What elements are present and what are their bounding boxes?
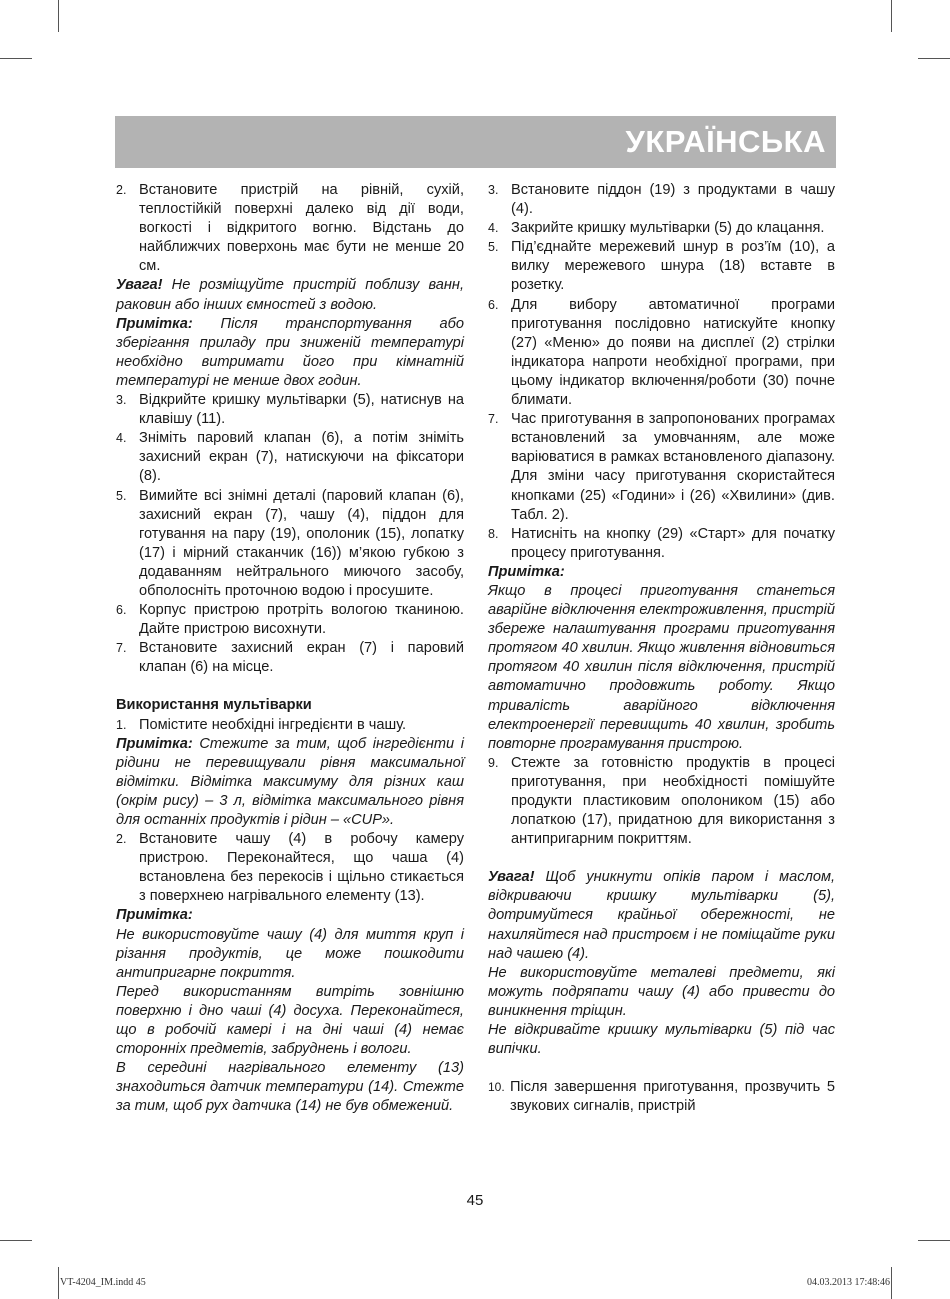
step-7 — [488, 410, 835, 525]
step-7 — [116, 639, 464, 677]
step-number: 9. — [488, 755, 499, 770]
spacer — [116, 677, 464, 696]
step-number: 5. — [116, 488, 127, 503]
language-banner — [115, 116, 836, 168]
step-text: Встановите чашу (4) в робочу камеру пристрою. Переконайтеся, що чаша (4) встановлена без перекосів і щільно стикається з поверхнею нагрівального елементу (13). — [139, 831, 464, 905]
step-number: 3. — [488, 183, 499, 197]
use-step-2 — [116, 830, 464, 906]
note-label: Примітка: — [488, 563, 565, 580]
step-8 — [488, 525, 835, 563]
language-title: УКРАЇНСЬКА — [625, 124, 826, 159]
note-paragraph: Перед використанням витріть зовнішню поверхню і дно чаші (4) досуха. Переконайтеся, що в робочій камері і на дні чаші (4) немає сторонніх предметів, забруднень і вологи. — [116, 983, 464, 1058]
note-paragraph: В середині нагрівального елементу (13) знаходиться датчик температури (14). Стежте за тим, щоб рух датчика (14) не був обмежений. — [116, 1060, 464, 1115]
note-text: Стежите за тим, щоб інгредієнти і рідини не перевищували рівня максимальної відмітки. Відмітка максимуму для різних каш (окрім рису) – 3 л, відмітка максимального рівня для останніх продуктів і рідин – «CUP». — [116, 735, 465, 828]
step-number: 6. — [488, 297, 499, 312]
spacer — [488, 1059, 835, 1078]
step-number: 3. — [116, 393, 127, 408]
warning-paragraph: Не використовуйте металеві предмети, які можуть подряпати чашу (4) або привести до виникнення тріщин. — [488, 964, 835, 1019]
note-paragraph: Не використовуйте чашу (4) для миття круп і різання продуктів, це може пошкодити антипригарне покриття. — [116, 926, 464, 981]
note-label: Примітка: — [116, 315, 193, 332]
warning-label: Увага! — [116, 277, 163, 294]
footer-file-info: VT-4204_IM.indd 45 — [60, 1277, 146, 1288]
step-text: Вимийте всі знімні деталі (паровий клапан (6), захисний екран (7), чашу (4), піддон для готування на пару (19), ополоник (15), лопатку (17) і мірний стаканчик (16)) м’якою губкою з додаванням нейтрального миючого засобу, обполосніть проточною водою і просушите. — [139, 487, 464, 599]
step-number: 5. — [488, 240, 499, 255]
note-text: Після транспортування або зберігання приладу при зниженій температурі необхідно витримати його при кімнатній температурі не менше двох годин. — [116, 315, 464, 389]
step-5 — [116, 487, 464, 602]
warning-note — [488, 868, 835, 963]
step-6 — [488, 296, 835, 411]
step-text: Відкрийте кришку мультіварки (5), натиснув на клавішу (11). — [139, 392, 464, 428]
step-number: 1. — [116, 717, 127, 732]
warning-text: Не розміщуйте пристрій поблизу ванн, раковин або інших ємностей з водою. — [116, 277, 464, 313]
note-label: Примітка: — [116, 907, 193, 924]
crop-mark — [0, 1240, 32, 1241]
step-number: 2. — [116, 832, 127, 847]
transport-note — [116, 315, 464, 391]
step-text: Помістите необхідні інгредієнти в чашу. — [139, 716, 407, 733]
step-number: 4. — [488, 221, 499, 236]
step-text: Для вибору автоматичної програми приготування послідовно натискуйте кнопку (27) «Меню» до появи на дисплеї (2) стрілки індикатора напроти необхідної програми, при цьому індикатор включення/роботи (30) почне блимати. — [511, 296, 835, 409]
section-heading: Використання мультіварки — [116, 697, 312, 714]
step-number: 4. — [116, 431, 127, 446]
crop-mark — [58, 1267, 59, 1299]
step-3 — [116, 391, 464, 429]
warning-text: Щоб уникнути опіків паром і маслом, відкриваючи кришку мультіварки (5), дотримуйтеся крайньої обережності, не нахиляйтеся над пристроєм і не поміщайте руки над чашею (4). — [488, 869, 836, 962]
note-label-line — [488, 563, 835, 582]
warning-paragraph: Не відкривайте кришку мультіварки (5) під час випічки. — [488, 1022, 835, 1058]
step-4 — [488, 219, 835, 238]
step-text: Корпус пристрою протріть вологою тканиною. Дайте пристрою висохнути. — [139, 602, 464, 638]
step-9 — [488, 754, 835, 849]
step-text: Встановите пристрій на рівній, сухій, теплостійкій поверхні далеко від дії води, вогкості і відкритого вогню. Відстань до найближчих поверхонь має бути не менше 20 см. — [139, 182, 464, 275]
warning-note — [116, 276, 464, 314]
spacer — [488, 849, 835, 868]
crop-mark — [891, 1267, 892, 1299]
left-column — [116, 181, 464, 1117]
step-text: Після завершення приготування, прозвучить 5 звукових сигналів, пристрій — [510, 1079, 835, 1115]
step-number: 10. — [488, 1080, 505, 1095]
step-text: Стежте за готовністю продуктів в процесі приготування, при необхідності помішуйте продукти пластиковим ополоником (15) або лопаткою (17), придатною для використання з антипригарним покриттям. — [511, 754, 835, 848]
crop-mark — [918, 1240, 950, 1241]
step-number: 8. — [488, 526, 499, 541]
step-text: Встановите піддон (19) з продуктами в чашу (4). — [511, 182, 835, 218]
crop-mark — [918, 58, 950, 59]
note-label: Примітка: — [116, 735, 193, 752]
step-3 — [488, 181, 835, 219]
warning-label: Увага! — [488, 869, 535, 886]
step-text: Натисніть на кнопку (29) «Старт» для початку процесу приготування. — [511, 525, 835, 561]
step-2 — [116, 181, 464, 276]
step-text: Під’єднайте мережевий шнур в роз’їм (10), а вилку мережевого шнура (18) вставте в розетку. — [511, 239, 835, 294]
step-4 — [116, 429, 464, 486]
use-step-1 — [116, 716, 464, 735]
level-note — [116, 735, 464, 830]
step-text: Час приготування в запропонованих програмах встановлений за умовчанням, але може варіюватися в рамках встановленого діапазону. Для зміни часу приготування скористайтеся кнопками (25) «Години» і (26) «Хвилини» (див. Табл. 2). — [511, 411, 835, 523]
crop-mark — [891, 0, 892, 32]
crop-mark — [58, 0, 59, 32]
step-5 — [488, 238, 835, 295]
step-number: 7. — [488, 412, 499, 427]
step-text: Закрийте кришку мультіварки (5) до клацання. — [511, 220, 825, 237]
step-text: Зніміть паровий клапан (6), а потім зніміть захисний екран (7), натискуючи на фіксатори (8). — [139, 430, 464, 485]
footer-timestamp: 04.03.2013 17:48:46 — [806, 1277, 890, 1288]
step-number: 7. — [116, 641, 127, 656]
note-label-line — [116, 906, 464, 925]
right-column — [488, 181, 835, 1116]
step-number: 2. — [116, 183, 127, 197]
power-outage-note: Якщо в процесі приготування станеться аварійне відключення електроживлення, пристрій збереже налаштування програми приготування протягом 40 хвилин. Якщо живлення відновиться протягом 40 хвилин після відключення, пристрій автоматично продовжить роботу. Якщо тривалість аварійного відключення електроенергії перевищить 40 хвилин, зробить повторне програмування пристрою. — [488, 582, 835, 752]
step-text: Встановите захисний екран (7) і паровий клапан (6) на місце. — [139, 640, 464, 676]
step-10 — [488, 1078, 835, 1116]
step-number: 6. — [116, 603, 127, 618]
page-number: 45 — [466, 1192, 484, 1209]
crop-mark — [0, 58, 32, 59]
step-6 — [116, 601, 464, 639]
